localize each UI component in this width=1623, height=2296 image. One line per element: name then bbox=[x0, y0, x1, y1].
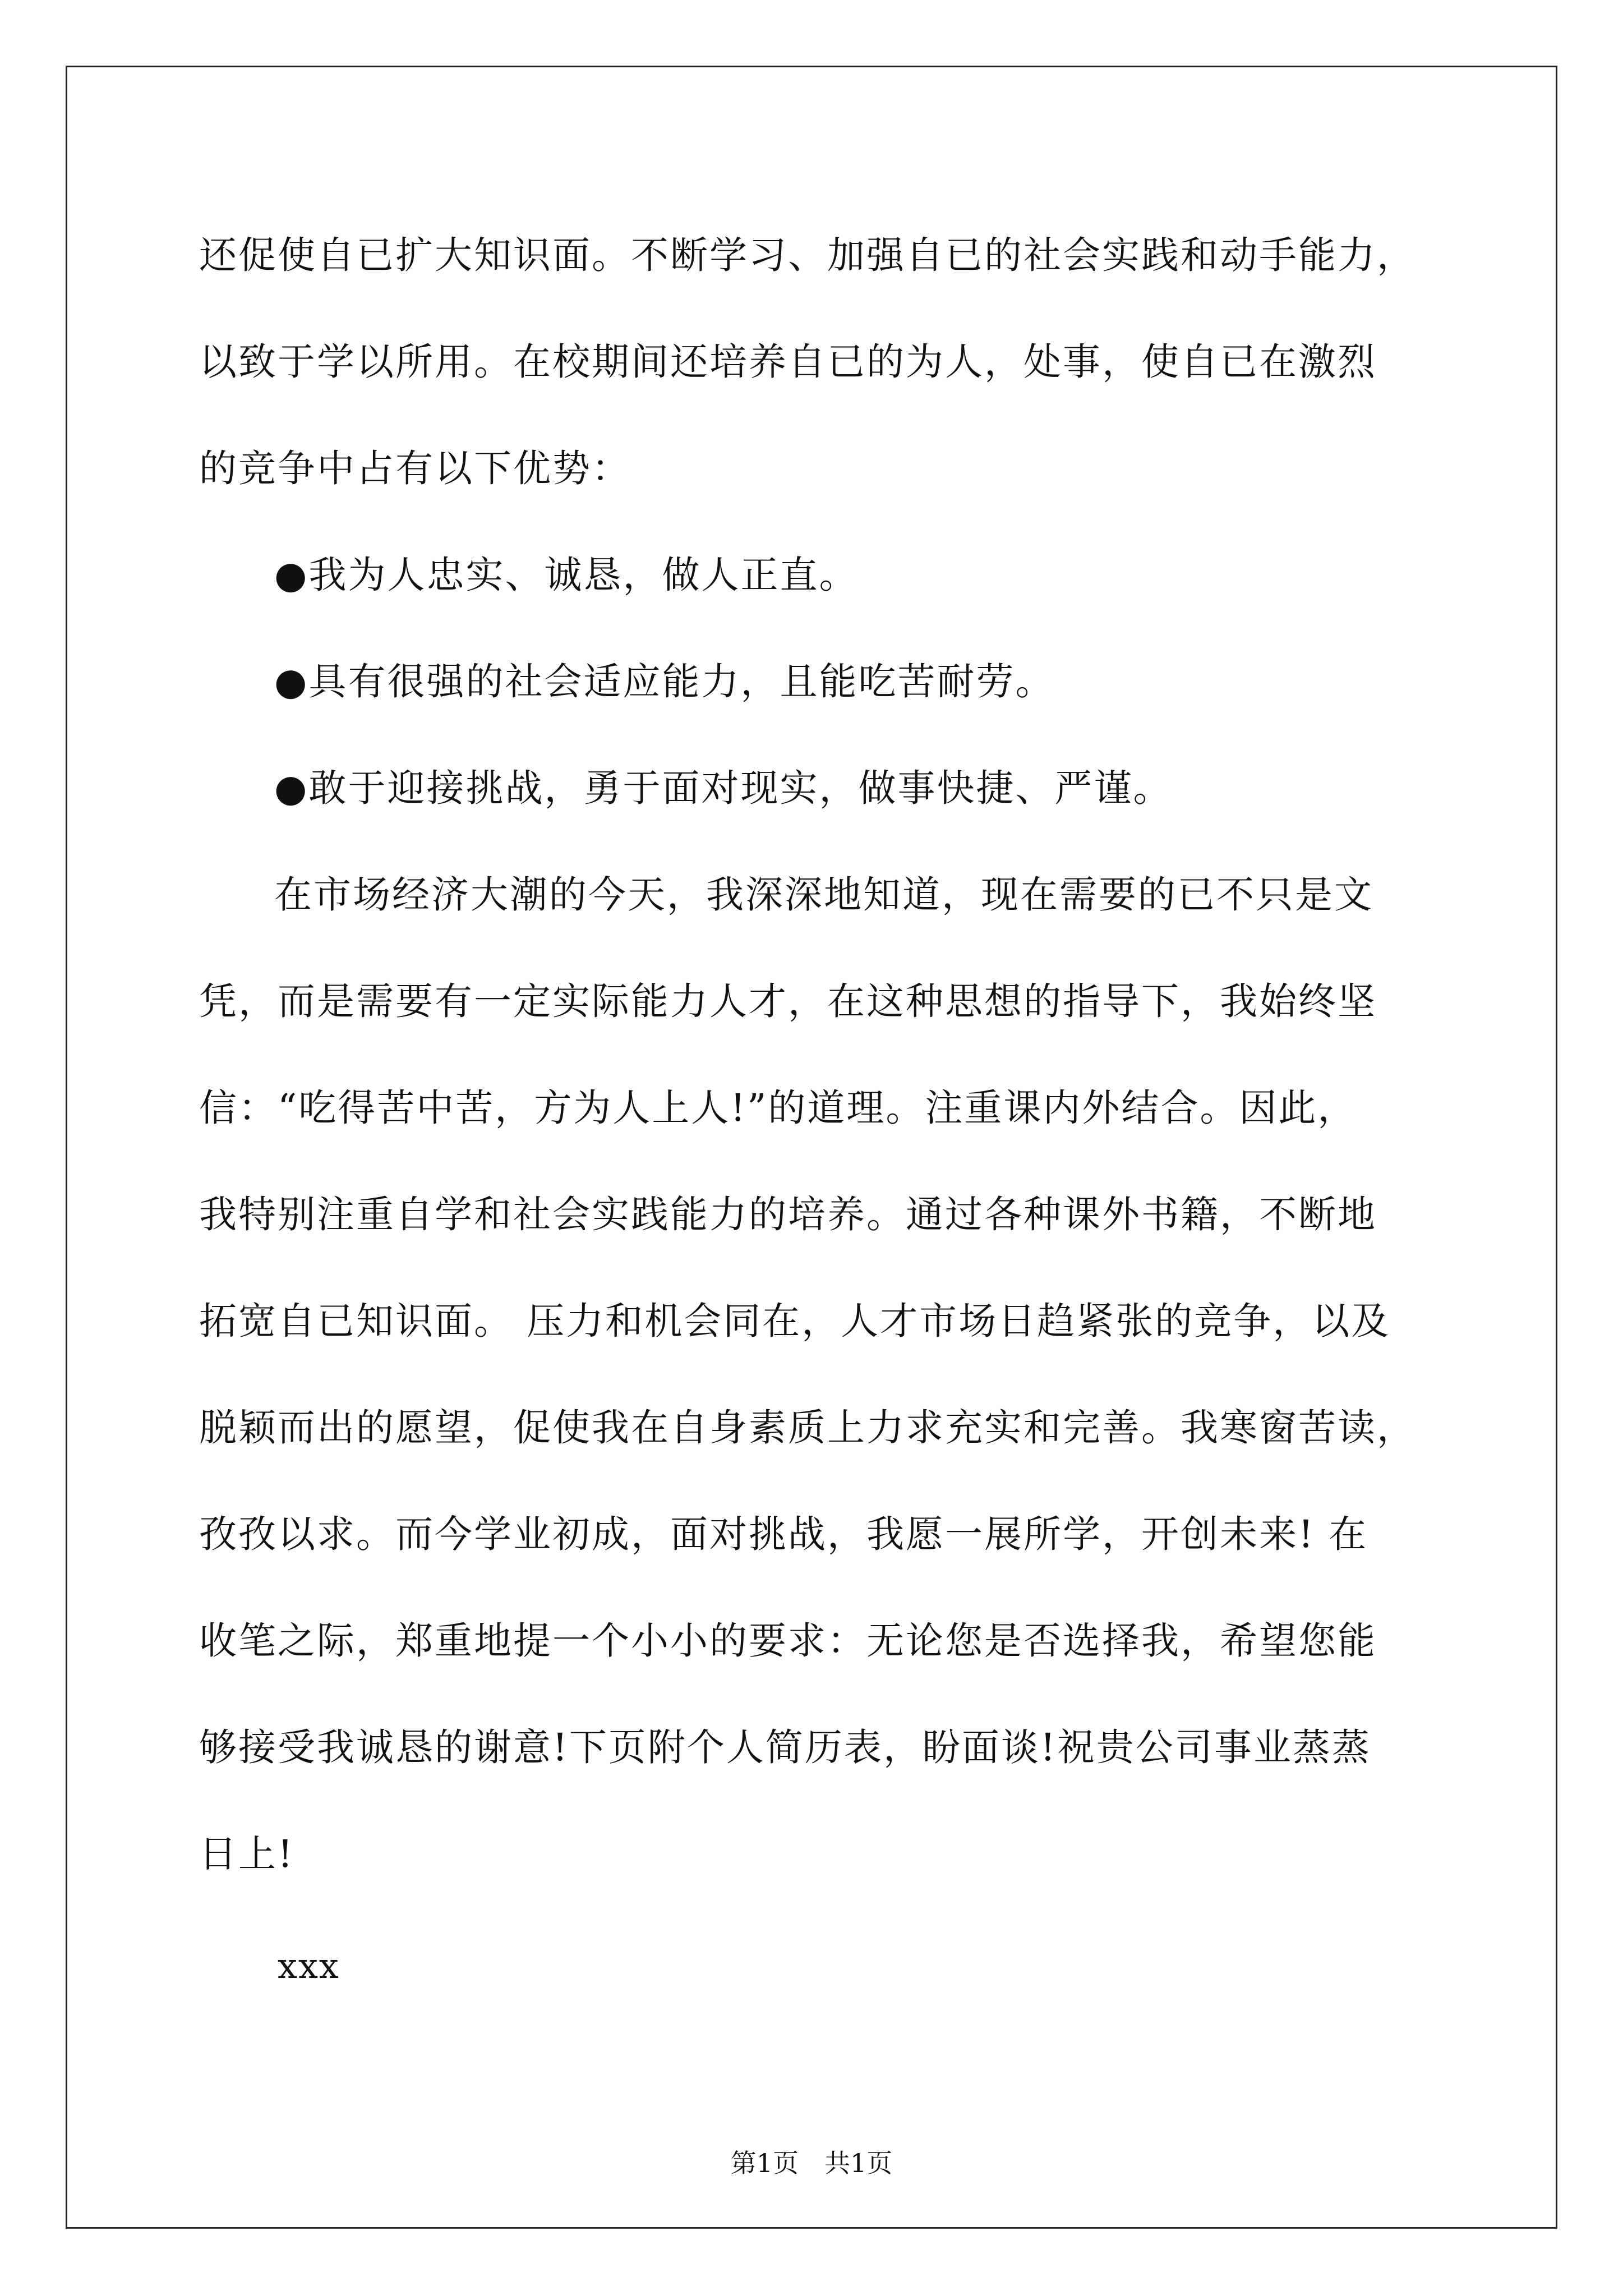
bullet-item: ●敢于迎接挑战，勇于面对现实，做事快捷、严谨。 bbox=[274, 766, 1173, 810]
document-body bbox=[199, 202, 1433, 2019]
paragraph-line: 以致于学以所用。在校期间还培养自已的为人，处事，使自已在激烈 bbox=[199, 340, 1377, 384]
paragraph-line: 凭，而是需要有一定实际能力人才，在这种思想的指导下，我始终坚 bbox=[199, 979, 1377, 1023]
page-footer: 第1页 共1页 bbox=[730, 2148, 893, 2178]
paragraph-line: 日上! bbox=[199, 1832, 294, 1876]
paragraph-line: 拓宽自已知识面。 压力和机会同在，人才市场日趋紧张的竞争，以及 bbox=[199, 1299, 1391, 1343]
paragraph-line: 收笔之际，郑重地提一个小小的要求：无论您是否选择我，希望您能 bbox=[199, 1619, 1377, 1663]
paragraph-line: 够接受我诚恳的谢意!下页附个人简历表，盼面谈!祝贵公司事业蒸蒸 bbox=[199, 1726, 1371, 1769]
bullet-item: ●我为人忠实、诚恳，做人正直。 bbox=[274, 553, 859, 597]
bullet-item: ●具有很强的社会适应能力，且能吃苦耐劳。 bbox=[274, 660, 1055, 703]
paragraph-line: 信：“吃得苦中苦，方为人上人!”的道理。注重课内外结合。因此， bbox=[199, 1086, 1357, 1130]
signature: xxx bbox=[278, 1945, 340, 1986]
paragraph-line: 在市场经济大潮的今天，我深深地知道，现在需要的已不只是文 bbox=[274, 873, 1373, 917]
paragraph-line: 我特别注重自学和社会实践能力的培养。通过各种课外书籍，不断地 bbox=[199, 1193, 1377, 1236]
paragraph-line: 的竞争中占有以下优势： bbox=[199, 447, 631, 490]
paragraph-line: 脱颖而出的愿望，促使我在自身素质上力求充实和完善。我寒窗苦读， bbox=[199, 1406, 1416, 1450]
paragraph-line: 还促使自已扩大知识面。不断学习、加强自已的社会实践和动手能力， bbox=[199, 233, 1416, 277]
paragraph-line: 孜孜以求。而今学业初成，面对挑战，我愿一展所学，开创未来! 在 bbox=[199, 1512, 1368, 1556]
